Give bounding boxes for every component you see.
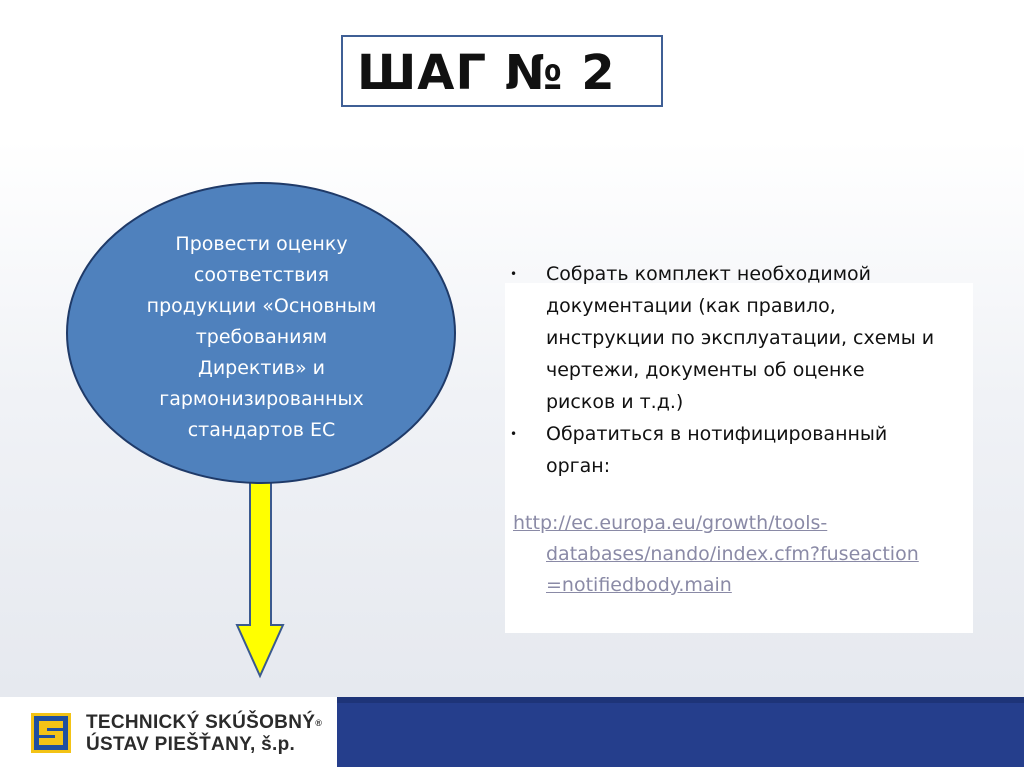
bullet-line: орган: [546, 455, 611, 477]
bullet-line: чертежи, документы об оценке [546, 359, 865, 381]
nando-link[interactable] [513, 508, 973, 601]
bullet-item [510, 258, 970, 418]
bullet-line: рисков и т.д.) [546, 391, 684, 413]
down-arrow [237, 476, 283, 676]
ellipse-line: соответствия [193, 264, 330, 286]
bullet-marker: • [510, 267, 518, 281]
link-line[interactable]: databases/nando/index.cfm?fuseaction [546, 543, 919, 565]
footer-blue-band [337, 697, 1024, 767]
company-name-line1: TECHNICKÝ SKÚŠOBNÝ [86, 712, 316, 733]
slide-title: ШАГ № 2 [357, 45, 616, 101]
company-logo-icon [31, 713, 71, 753]
bullet-line: Обратиться в нотифицированный [546, 423, 888, 445]
footer-stripe [337, 697, 1024, 703]
ellipse-line: Директив» и [197, 357, 326, 379]
ellipse-line: гармонизированных [159, 388, 364, 410]
bullet-line: документации (как правило, [546, 295, 836, 317]
company-name-line2: ÚSTAV PIEŠŤANY, š.p. [86, 734, 296, 755]
bullet-list [510, 258, 970, 482]
ellipse-line: продукции «Основным [146, 295, 377, 317]
ellipse-line: требованиям [195, 326, 328, 348]
registered-mark: ® [315, 718, 323, 728]
bullet-line: Собрать комплект необходимой [546, 263, 872, 285]
bullet-item [510, 418, 970, 482]
bullet-marker: • [510, 427, 518, 441]
ellipse-line: стандартов ЕС [187, 419, 336, 441]
link-line[interactable]: http://ec.europa.eu/growth/tools- [513, 512, 828, 534]
ellipse-text [118, 229, 405, 446]
bullet-line: инструкции по эксплуатации, схемы и [546, 327, 935, 349]
link-line[interactable]: =notifiedbody.main [546, 574, 732, 596]
company-name [86, 712, 322, 756]
ellipse-line: Провести оценку [175, 233, 348, 255]
